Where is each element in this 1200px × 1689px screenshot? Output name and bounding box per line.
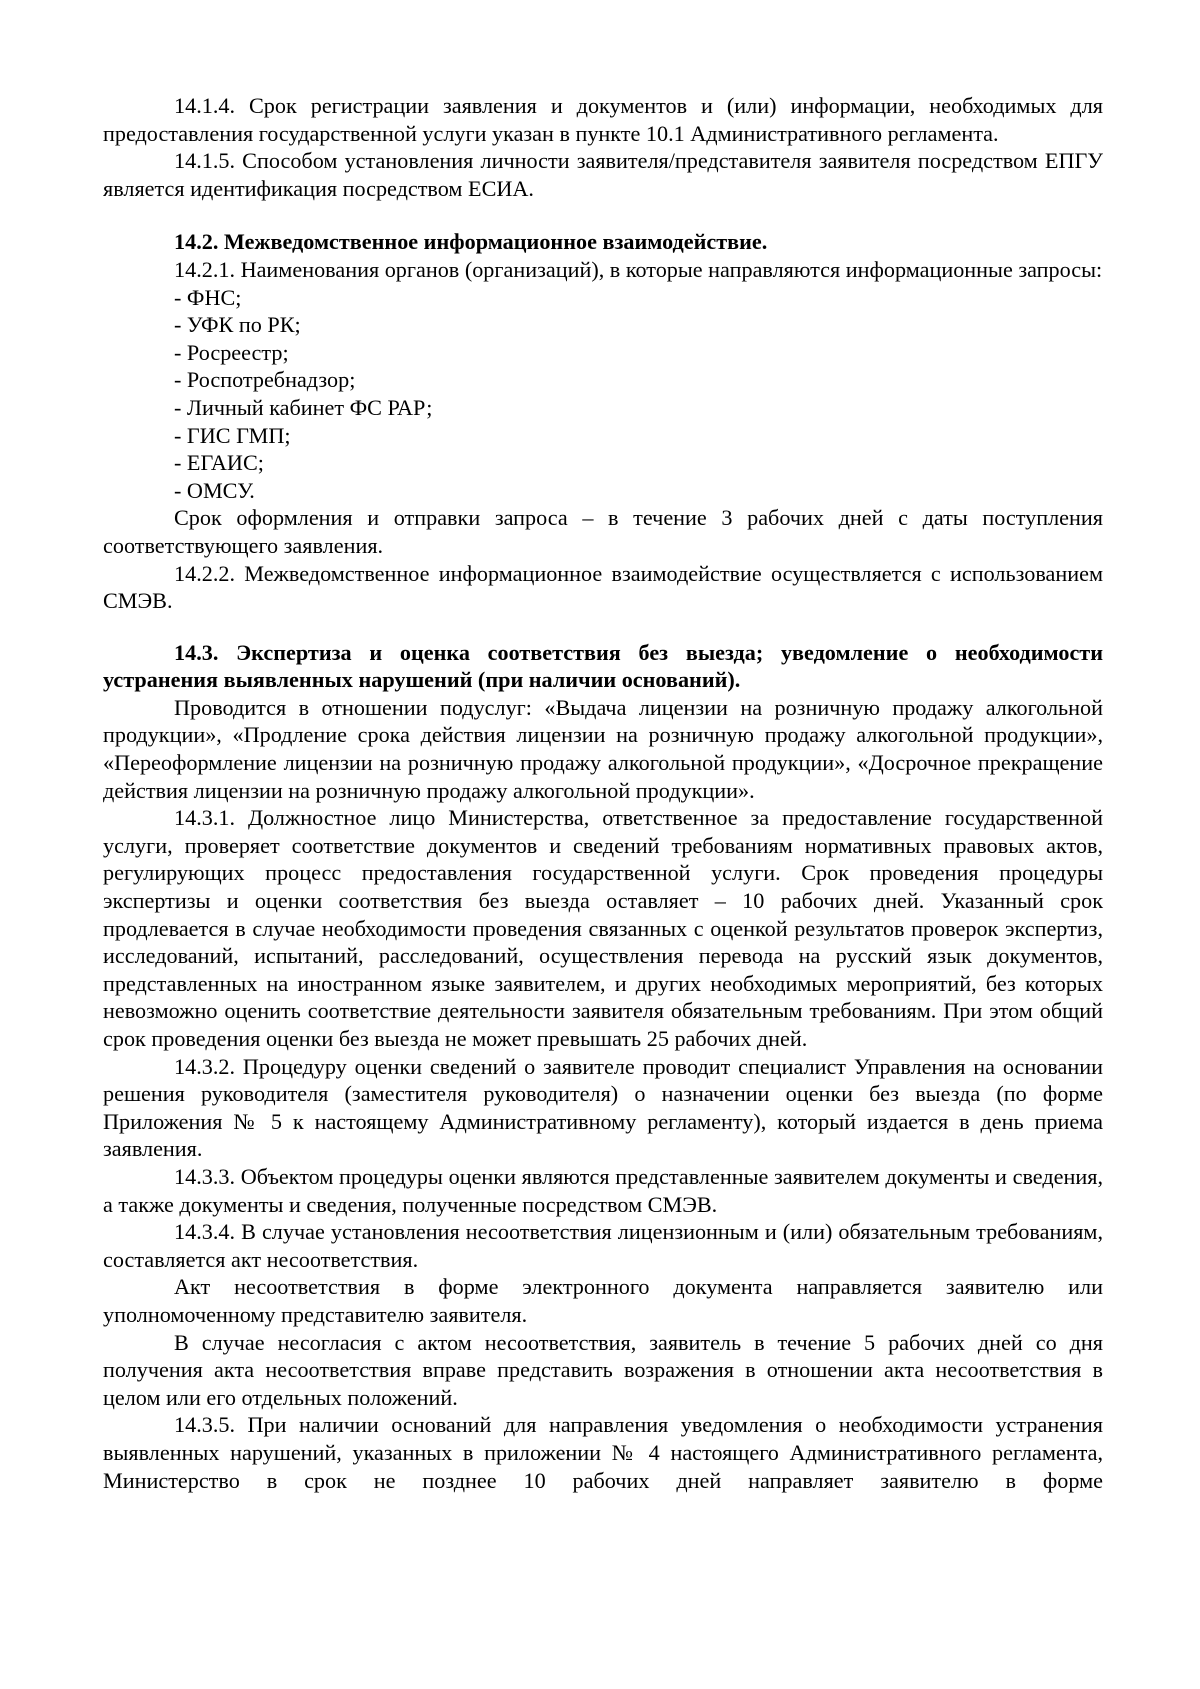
list-item: - Роспотребнадзор;: [174, 367, 356, 393]
paragraph-14-1-5: 14.1.5. Способом установления личности заявителя/представителя заявителя посредством ЕПГУ является идентификация посредством ЕСИА.: [103, 148, 1103, 201]
paragraph-14-1-4: 14.1.4. Срок регистрации заявления и документов и (или) информации, необходимых для предоставления государственной услуги указан в пункте 10.1 Административного регламента.: [103, 93, 1103, 146]
paragraph-14-3-4: 14.3.4. В случае установления несоответствия лицензионным и (или) обязательным требованиям, составляется акт несоответствия.: [103, 1219, 1103, 1272]
paragraph-14-3-2: 14.3.2. Процедуру оценки сведений о заявителе проводит специалист Управления на основании решения руководителя (заместителя руководителя) о назначении оценки без выезда (по форме Приложения № 5 к настоящему Административному регламенту), который издается в день приема заявления.: [103, 1053, 1103, 1162]
list-item: - ГИС ГМП;: [174, 422, 291, 448]
paragraph-14-3-1: 14.3.1. Должностное лицо Министерства, ответственное за предоставление государственной услуги, проверяет соответствие документов и сведений требованиям нормативных правовых актов, регулирующих процесс предоставления государственной услуги. Срок проведения процедуры экспертизы и оценки соответствия без выезда оставляет – 10 рабочих дней. Указанный срок продлевается в случае необходимости проведения связанных с оценкой результатов проверок экспертиз, исследований, испытаний, расследований, осуществления перевода на русский язык документов, представленных на иностранном языке заявителем, и других необходимых мероприятий, без которых невозможно оценить соответствие деятельности заявителя обязательным требованиям. При этом общий срок проведения оценки без выезда не может превышать 25 рабочих дней.: [103, 805, 1103, 1051]
section-heading-14-3: 14.3. Экспертиза и оценка соответствия без выезда; уведомление о необходимости устранения выявленных нарушений (при наличии оснований).: [103, 639, 1103, 693]
subservices-paragraph: Проводится в отношении подуслуг: «Выдача лицензии на розничную продажу алкогольной продукции», «Продление срока действия лицензии на розничную продажу алкогольной продукции», «Переоформление лицензии на розничную продажу алкогольной продукции», «Досрочное прекращение действия лицензии на розничную продажу алкогольной продукции».: [103, 694, 1103, 803]
paragraph-14-2-2: 14.2.2. Межведомственное информационное взаимодействие осуществляется с использованием СМЭВ.: [103, 560, 1103, 614]
paragraph-14-2-1: 14.2.1. Наименования органов (организаций), в которые направляются информационные запросы:: [174, 256, 1103, 282]
list-item: - УФК по РК;: [174, 312, 301, 338]
objection-paragraph: В случае несогласия с актом несоответствия, заявитель в течение 5 рабочих дней со дня получения акта несоответствия вправе представить возражения в отношении акта несоответствия в целом или его отдельных положений.: [103, 1329, 1103, 1410]
list-item: - Личный кабинет ФС РАР;: [174, 394, 433, 420]
list-item: - ОМСУ.: [174, 477, 255, 503]
list-item: - Росреестр;: [174, 339, 289, 365]
list-item: - ЕГАИС;: [174, 450, 264, 476]
request-term-paragraph: Срок оформления и отправки запроса – в течение 3 рабочих дней с даты поступления соответствующего заявления.: [103, 505, 1103, 558]
act-delivery-paragraph: Акт несоответствия в форме электронного документа направляется заявителю или уполномоченному представителю заявителя.: [103, 1274, 1103, 1327]
paragraph-14-3-3: 14.3.3. Объектом процедуры оценки являются представленные заявителем документы и сведения, а также документы и сведения, полученные посредством СМЭВ.: [103, 1163, 1103, 1217]
list-item: - ФНС;: [174, 284, 242, 310]
document-page: [103, 92, 1103, 1494]
paragraph-14-3-5: 14.3.5. При наличии оснований для направления уведомления о необходимости устранения выявленных нарушений, указанных в приложении № 4 настоящего Административного регламента, Министерство в срок не позднее 10 рабочих дней направляет заявителю в форме: [103, 1412, 1103, 1493]
section-heading-14-2: 14.2. Межведомственное информационное взаимодействие.: [174, 229, 768, 255]
